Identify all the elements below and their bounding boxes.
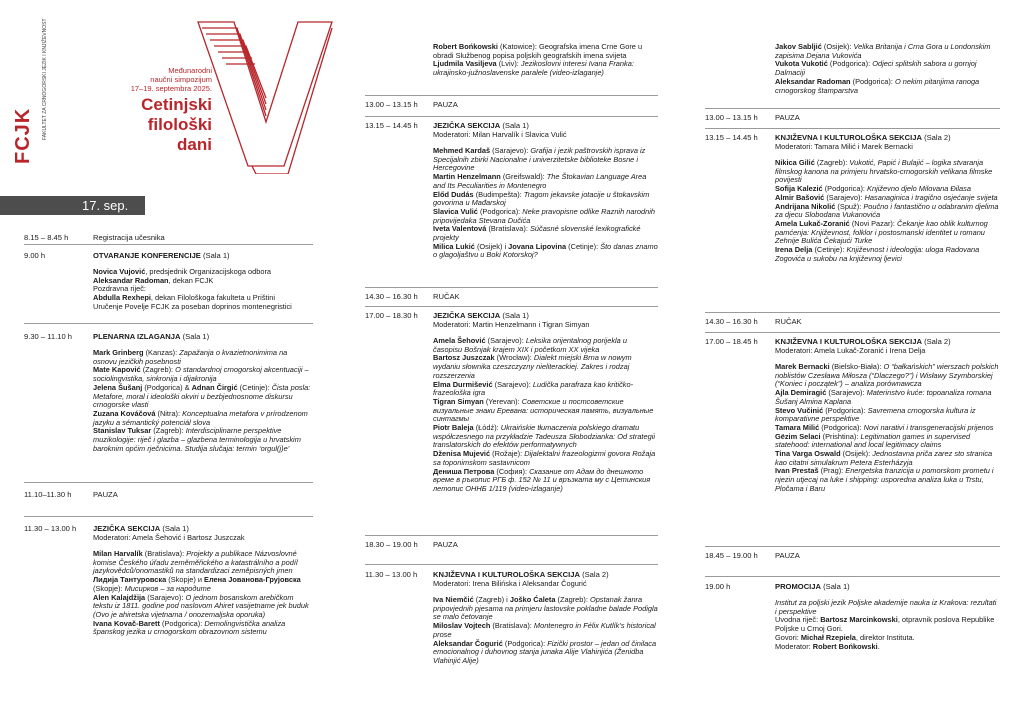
- talk-entry: Piotr Baleja (Łódź): Ukraińskie tłumaczenia polskiego dramatu współczesnego na przykładzie Tadeusza Słobodzianka: Od strategii translatorskich do efektów performatywnych: [433, 423, 655, 450]
- session-room: (Sala 2): [579, 570, 609, 579]
- talk-entry: Mate Kapović (Zagreb): O standardnoj crnogorskoj akcentuaciji – sociolingvistika, sinkronija i dijakronija: [93, 365, 309, 384]
- session-moderators: Moderatori: Milan Harvalík i Slavica Vulić: [433, 130, 567, 139]
- talk-entry: Uručenje Povelje FCJK za poseban doprinos montenegristici: [93, 301, 292, 311]
- session-title: KNJIŽEVNA I KULTUROLOŠKA SEKCIJA (Sala 2): [775, 133, 951, 142]
- kicker-2: naučni simpozijum: [150, 75, 212, 84]
- session-time: 11.30 – 13.00 h: [24, 524, 77, 533]
- talk-entry: Ajla Demiragić (Sarajevo): Materinstvo kuće: topoanaliza romana Šušanj Almina Kaplana: [775, 388, 992, 406]
- divider-line: [365, 95, 658, 96]
- session-time: 13.15 – 14.45 h: [705, 133, 758, 142]
- v-logo-graphic: [196, 4, 336, 174]
- talk-entry: Milica Lukić (Osijek) i Jovana Lipovina (Cetinje): Što danas znamo o glagoljaštvu u Boki Kotorskoj?: [433, 241, 658, 260]
- faculty-line: FAKULTET ZA CRNOGORSKI JEZIK I KNJIŽEVNOST: [42, 18, 48, 140]
- day-bar: [0, 196, 145, 215]
- session-title: JEZIČKA SEKCIJA (Sala 1): [433, 311, 529, 320]
- talk-entry: Amela Šehović (Sarajevo): Leksika orijentalnog porijekla u časopisu Bošnjak krajem XIX i početkom XX vijeka: [433, 336, 627, 354]
- session-title: Registracija učesnika: [93, 233, 165, 242]
- divider-line: [24, 244, 313, 245]
- session-title: KNJIŽEVNA I KULTUROLOŠKA SEKCIJA (Sala 2): [775, 337, 951, 346]
- session-time: 8.15 – 8.45 h: [24, 233, 69, 242]
- divider-line: [705, 576, 1000, 577]
- session-block: [93, 251, 313, 312]
- session-time: 17.00 – 18.30 h: [365, 311, 418, 320]
- session-block: [775, 582, 1000, 651]
- session-time: 9.30 – 11.10 h: [24, 332, 72, 341]
- session-block: [93, 490, 313, 499]
- divider-line: [705, 546, 1000, 547]
- session-time: 13.00 – 13.15 h: [365, 100, 418, 109]
- talk-entry: Marek Bernacki (Bielsko-Biała): O “bałkańskich” wierszach polskich noblistów Czesława Miłosza (“Dlaczego?”) i Wisławy Szymborskiej (“Koniec i początek”) – analiza porównawcza: [775, 362, 999, 389]
- talk-entry: Slavica Vulić (Podgorica): Neke pravopisne odlike Raznih narodnih pripovijedaka Stevana Dučića: [433, 206, 655, 225]
- session-title: JEZIČKA SEKCIJA (Sala 1): [93, 524, 189, 533]
- session-block: [433, 540, 658, 549]
- session-block: [775, 551, 1000, 560]
- talk-entry: Nikica Gilić (Zagreb): Vukotić, Papić i Bulajić – logika stvaranja filmskog kanona na primjeru hrvatsko-crnogorskih velikana filmske povijesti: [775, 158, 993, 185]
- session-time: 11.10–11.30 h: [24, 490, 72, 499]
- session-moderators: Moderatori: Tamara Milić i Marek Bernacki: [775, 142, 913, 151]
- divider-line: [705, 108, 1000, 109]
- talk-entry: Pozdravna riječ:: [93, 284, 146, 294]
- session-title: PAUZA: [775, 113, 800, 122]
- session-room: (Sala 1): [160, 524, 189, 533]
- session-block: [775, 113, 1000, 122]
- session-title: RUČAK: [433, 292, 460, 301]
- kicker-1: Međunarodni: [168, 66, 212, 75]
- divider-line: [705, 312, 1000, 313]
- session-block: [775, 337, 1000, 494]
- talk-entry: Ivan Prestaš (Prag): Energetska tranzicija u pomorskom prometu i njezin utjecaj na luke i shipping: usporedna analiza luka u Trstu, Pločama i Baru: [775, 466, 994, 493]
- talk-entry: Novica Vujović, predsjednik Organizacijskoga odbora: [93, 267, 272, 276]
- session-block: [93, 524, 313, 637]
- session-title: KNJIŽEVNA I KULTUROLOŠKA SEKCIJA (Sala 2): [433, 570, 609, 579]
- session-time: 19.00 h: [705, 582, 731, 591]
- session-title: PLENARNA IZLAGANJA (Sala 1): [93, 332, 210, 341]
- session-block: [433, 43, 658, 78]
- talk-entry: Gëzim Selaci (Prishtina): Legitimation games in supervised statehood: international and local legitimacy claims: [775, 431, 971, 450]
- divider-line: [24, 323, 313, 324]
- talk-entry: Jelena Šušanj (Podgorica) & Adnan Čirgić (Cetinje): Čista poslа: Metafore, moral i ideološki okviri u bezbjednosnome diskursu crnogorske vlasti: [93, 382, 311, 410]
- talk-entry: Лидија Тантуровска (Skopje) и Елена Јованова-Грујовска (Skopje): Мисирков – за народите: [93, 575, 301, 593]
- talk-entry: Uvodna riječ: Bartosz Marcinkowski, otpravnik poslova Republike Poljske u Crnoj Gori.: [775, 615, 995, 634]
- session-title: PAUZA: [93, 490, 118, 499]
- fcjk-logo: FCJK: [12, 107, 34, 164]
- session-title: OTVARANJE KONFERENCIJE (Sala 1): [93, 251, 230, 260]
- divider-line: [705, 332, 1000, 333]
- talk-entry: Amela Lukač-Zoranić (Novi Pazar): Čekanje kao oblik kulturnog pamćenja: Književnost, folklor i postosmanski identitet u romanu Zehnije Bulića Čekajući Turke: [775, 218, 988, 246]
- talk-entry: Miloslav Vojtech (Bratislava): Montenegro in Félix Kutlík’s historical prose: [433, 621, 656, 639]
- talk-entry: Vukota Vukotić (Podgorica): Odjeci splitskih sabora u gornjoj Dalmaciji: [775, 59, 977, 78]
- session-time: 11.30 – 13.00 h: [365, 570, 418, 579]
- session-block: [775, 133, 1000, 263]
- session-room: (Sala 1): [200, 251, 230, 260]
- session-title: PAUZA: [775, 551, 800, 560]
- session-moderators: Moderatori: Martin Henzelmann i Tigran Simyan: [433, 320, 590, 329]
- session-title: PAUZA: [433, 540, 458, 549]
- session-moderators: Moderatori: Amela Šehović i Bartosz Juszczak: [93, 533, 245, 542]
- divider-line: [24, 516, 313, 517]
- session-room: (Sala 2): [921, 337, 951, 346]
- talk-entry: Abdulla Rexhepi, dekan Filološkoga fakulteta u Prištini: [93, 293, 275, 303]
- session-time: 13.15 – 14.45 h: [365, 121, 418, 130]
- talk-entry: Institut za poljski jezik Poljske akademije nauka iz Krakova: rezultati i perspektive: [775, 598, 997, 616]
- session-time: 14.30 – 16.30 h: [705, 317, 758, 326]
- talk-entry: Stevo Vučinić (Podgorica): Savremena crnogorska kultura iz komparativne perspektive: [775, 405, 976, 424]
- talk-entry: Tigran Simyan (Yerevan): Советские и постсоветские визуальные знаки Еревана: историческая память, визуальные синтагмы: [433, 396, 654, 424]
- talk-entry: Дениша Петрова (София): Сказание от Адам до днешното време в ръкопис РГБ ф. 152 № 11 и връзката му с Цетинския летопис ОННБ 1/119 (video-izlaganje): [433, 466, 651, 493]
- divider-line: [365, 306, 658, 307]
- session-title: RUČAK: [775, 317, 802, 326]
- divider-line: [365, 116, 658, 117]
- session-block: [775, 43, 1000, 95]
- talk-entry: Tamara Milić (Podgorica): Novi narativi i transgeneracijski prijenos: [775, 422, 994, 432]
- session-time: 14.30 – 16.30 h: [365, 292, 418, 301]
- session-moderators: Moderatori: Amela Lukač-Zoranić i Irena Delja: [775, 346, 926, 355]
- session-time: 17.00 – 18.45 h: [705, 337, 758, 346]
- talk-entry: Milan Harvalík (Bratislava): Projekty a publikace Názvoslovné komise Českého úřadu zeměměřického a katastrálního a podíl jazykovědců/onomastiků na standardizaci zeměpisných jmen: [93, 549, 298, 576]
- session-title: PROMOCIJA (Sala 1): [775, 582, 850, 591]
- dates: 17–19. septembra 2025.: [130, 84, 212, 93]
- talk-entry: Dženisa Mujević (Rožaje): Dijalektalni frazeologizmi govora Rožaja sa toponimskom sastavnicom: [433, 449, 656, 467]
- session-block: [775, 317, 1000, 326]
- session-block: [433, 570, 658, 666]
- talk-entry: Mehmed Kardaš (Sarajevo): Grafija i jezik paštrovskih isprava iz Specijalnih zbirki Nacionalne i univerzitetske biblioteke Bosne i Hercegovine: [433, 146, 646, 173]
- day-label: 17. sep.: [82, 198, 129, 213]
- talk-entry: Govori: Michał Rzepiela, direktor Instituta.: [775, 632, 915, 642]
- session-block: [433, 292, 658, 301]
- talk-entry: Moderator: Robert Bońkowski.: [775, 641, 880, 651]
- title-line-2: filološki: [147, 115, 212, 134]
- talk-entry: Aleksandar Radoman, dekan FCJK: [93, 275, 214, 285]
- talk-entry: Zuzana Kováčová (Nitra): Konceptualna metafora v prírodzenom jazyku a sémantický potenciál slova: [93, 408, 308, 427]
- title-line-3: dani: [177, 135, 212, 154]
- divider-line: [365, 564, 658, 565]
- talk-entry: Aleksandar Čogurić (Podgorica): Fizički prostor – jedan od činilaca emocionalnog i duhovnog stanja junaka Alije Vlahinjića (Ženidba Vlahinjić Alije): [433, 638, 657, 665]
- session-title: PAUZA: [433, 100, 458, 109]
- session-block: [93, 332, 313, 453]
- talk-entry: Irena Delja (Cetinje): Književnost i ideologija: uloga Radovana Zogovića u sukobu na književnoj ljevici: [775, 245, 980, 263]
- talk-entry: Iva Niemčić (Zagreb) i Joško Ćaleta (Zagreb): Opstanak žanra pripovjednih pjesama na primjeru lastovske pokladne balade Podigla se malo četovanje: [433, 595, 658, 622]
- divider-line: [705, 128, 1000, 129]
- divider-line: [24, 482, 313, 483]
- talk-entry: Iveta Valentová (Bratislava): Súčasné slovenské lexikografické projekty: [433, 224, 641, 243]
- session-title: JEZIČKA SEKCIJA (Sala 1): [433, 121, 529, 130]
- talk-entry: Sofija Kalezić (Podgorica): Književno djelo Milovana Đilasa: [775, 184, 971, 194]
- session-moderators: Moderatori: Irena Bilińska i Aleksandar Čogurić: [433, 579, 587, 588]
- talk-entry: Alen Kalajdžija (Sarajevo): O jednom bosanskom arebičkom tekstu iz 1811. godine pod naslovom Ahiret vasijetname jek buduk (Ovo je ahiretska vijetnama / onozemaljska oporuka): [93, 592, 309, 619]
- session-time: 13.00 – 13.15 h: [705, 113, 758, 122]
- session-time: 9.00 h: [24, 251, 46, 260]
- session-room: (Sala 2): [921, 133, 951, 142]
- session-time: 18.45 – 19.00 h: [705, 551, 758, 560]
- title-line-1: Cetinjski: [141, 95, 212, 114]
- talk-entry: Bartosz Juszczak (Wrocław): Dialekt miejski Brna w nowym wydaniu słownika czeszczyzny nieliterackiej. Zakres i rodzaj rozszerzenia: [433, 353, 632, 380]
- brand-vertical: [12, 18, 48, 170]
- session-block: [433, 311, 658, 494]
- session-block: [433, 121, 658, 260]
- talk-entry: Martin Henzelmann (Greifswald): The Štokavian Language Area and Its Peculiarities in Montenegro: [433, 172, 647, 190]
- talk-entry: Jakov Sabljić (Osijek): Velika Britanija i Crna Gora u Londonskim zapisima Dejana Vukovića: [775, 42, 991, 60]
- session-room: (Sala 1): [500, 311, 529, 320]
- talk-entry: Tina Varga Oswald (Osijek): Jednostavna priča zarez sto stranica kao citatni simulakrum Petera Esterházyja: [775, 449, 993, 467]
- talk-entry: Mark Grinberg (Kanzas): Zapažanja o kvazietnonimima na osnovu jezičkih posebnosti: [93, 348, 288, 366]
- talk-entry: Ljudmila Vasiljeva (Lviv): Jezikoslovni interesi Ivana Franka: ukrajinsko-južnoslavenske paralele (video-izlaganje): [433, 59, 634, 78]
- talk-entry: Elma Durmišević (Sarajevo): Ludička parafraza kao kritičko-frazeološka igra: [433, 379, 634, 398]
- talk-entry: Előd Dudás (Budimpešta): Tragom jekavske jotacije u štokavskim govorima u Mađarskoj: [433, 189, 650, 208]
- session-room: (Sala 1): [180, 332, 210, 341]
- talk-entry: Almir Bašović (Sarajevo): Hasanaginica i tragično osjećanje svijeta: [775, 192, 998, 202]
- session-block: [93, 233, 313, 242]
- session-room: (Sala 1): [500, 121, 529, 130]
- talk-entry: Stanislav Tuksar (Zagreb): Interdisciplinarne perspektive muzikologije: riječ i glazba – glazbena terminologija u hrvatskim baroknim općim rječnicima. Studija slučaja: termin ‘orgul(j)e’: [93, 426, 301, 453]
- divider-line: [365, 287, 658, 288]
- talk-entry: Aleksandar Radoman (Podgorica): O nekim pitanjima ranoga crnogorskog štamparstva: [775, 76, 980, 95]
- talk-entry: Ivana Kovač-Barett (Podgorica): Demolingvistička analiza španskog jezika u crnogorskom obrazovnom sistemu: [93, 618, 286, 637]
- divider-line: [365, 535, 658, 536]
- session-time: 18.30 – 19.00 h: [365, 540, 418, 549]
- talk-entry: Andrijana Nikolić (Spuž): Poučno i fantastično u odabranim djelima za djecu Slobodana Vukanovića: [775, 201, 999, 220]
- session-room: (Sala 1): [821, 582, 850, 591]
- talk-entry: Robert Bońkowski (Katowice): Geografska imena Crne Gore u obradi Službenog popisa poljskih geografskih imena svijeta: [433, 42, 643, 60]
- session-block: [433, 100, 658, 109]
